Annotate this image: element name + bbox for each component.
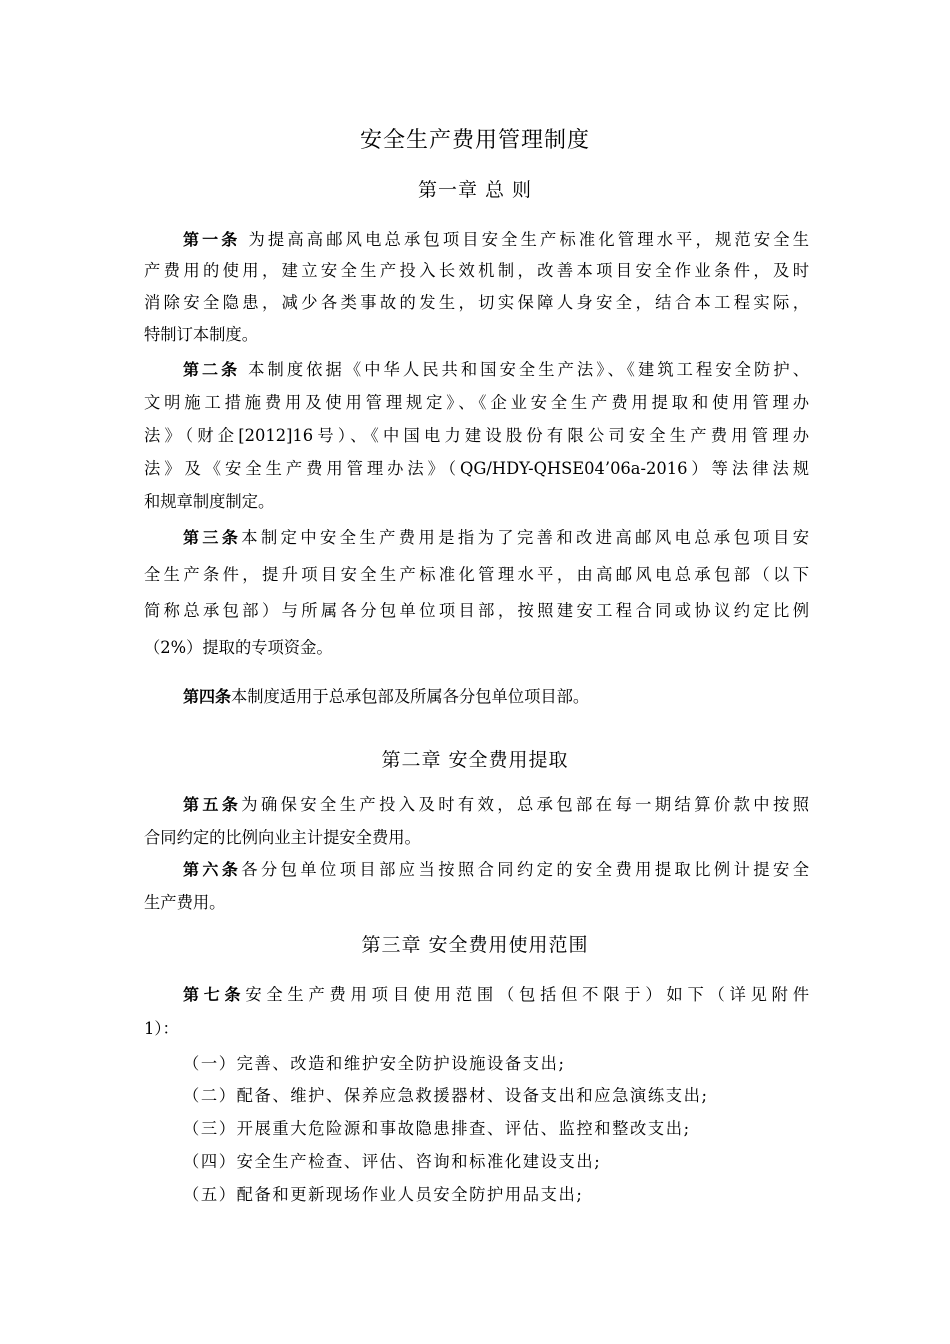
article-4-label: 第四条 bbox=[183, 687, 232, 706]
article-5-line-2: 合同约定的比例向业主计提安全费用。 bbox=[144, 828, 421, 847]
article-6-label: 第六条 bbox=[183, 860, 242, 879]
article-2-label: 第二条 bbox=[183, 360, 241, 379]
article-3-line-2: 全生产条件，提升项目安全生产标准化管理水平，由高邮风电总承包部（以下 bbox=[144, 565, 809, 584]
article-2-line-5: 和规章制度制定。 bbox=[144, 492, 275, 511]
list-item: （四）安全生产检查、评估、咨询和标准化建设支出; bbox=[183, 1152, 602, 1171]
article-1-line-4: 特制订本制度。 bbox=[144, 325, 258, 344]
article-6-line-2: 生产费用。 bbox=[144, 893, 226, 912]
article-2-line-2: 文明施工措施费用及使用管理规定》、《企业安全生产费用提取和使用管理办 bbox=[144, 393, 809, 412]
article-4-line-1: 第四条本制度适用于总承包部及所属各分包单位项目部。 bbox=[183, 687, 590, 706]
list-item: （二）配备、维护、保养应急救援器材、设备支出和应急演练支出; bbox=[183, 1086, 709, 1105]
list-item: （五）配备和更新现场作业人员安全防护用品支出; bbox=[183, 1185, 584, 1204]
article-3-line-4: （2%）提取的专项资金。 bbox=[144, 638, 333, 657]
article-5-label: 第五条 bbox=[183, 795, 242, 814]
document-title: 安全生产费用管理制度 bbox=[359, 128, 590, 153]
article-2-line-4: 法》及《安全生产费用管理办法》（QG/HDY-QHSE04’06a-2016）等法律法规 bbox=[144, 459, 809, 478]
chapter-1-heading: 第一章 总 则 bbox=[417, 179, 533, 201]
article-1-line-2: 产费用的使用，建立安全生产投入长效机制，改善本项目安全作业条件，及时 bbox=[144, 261, 809, 280]
chapter-2-heading: 第二章 安全费用提取 bbox=[381, 749, 569, 771]
article-7-line-2: 1）： bbox=[144, 1019, 179, 1038]
list-item: （一）完善、改造和维护安全防护设施设备支出; bbox=[183, 1054, 566, 1073]
article-6-line-1: 第六条各分包单位项目部应当按照合同约定的安全费用提取比例计提安全 bbox=[183, 860, 809, 879]
article-2-line-3: 法》（财企[2012]16号）、《中国电力建设股份有限公司安全生产费用管理办 bbox=[144, 426, 809, 445]
article-1-label: 第一条 bbox=[183, 230, 241, 249]
article-1-line-3: 消除安全隐患，减少各类事故的发生，切实保障人身安全，结合本工程实际， bbox=[144, 293, 809, 312]
article-3-line-1: 第三条本制定中安全生产费用是指为了完善和改进高邮风电总承包项目安 bbox=[183, 528, 809, 547]
article-3-label: 第三条 bbox=[183, 528, 242, 547]
article-2-line-1: 第二条 本制度依据《中华人民共和国安全生产法》、《建筑工程安全防护、 bbox=[183, 360, 809, 379]
article-3-line-3: 简称总承包部）与所属各分包单位项目部，按照建安工程合同或协议约定比例 bbox=[144, 601, 809, 620]
list-item: （三）开展重大危险源和事故隐患排查、评估、监控和整改支出; bbox=[183, 1119, 691, 1138]
article-7-label: 第七条 bbox=[183, 985, 246, 1004]
article-7-line-1: 第七条安全生产费用项目使用范围（包括但不限于）如下（详见附件 bbox=[183, 985, 809, 1004]
article-5-line-1: 第五条为确保安全生产投入及时有效，总承包部在每一期结算价款中按照 bbox=[183, 795, 809, 814]
article-1-line-1: 第一条 为提高高邮风电总承包项目安全生产标准化管理水平，规范安全生 bbox=[183, 230, 809, 249]
chapter-3-heading: 第三章 安全费用使用范围 bbox=[361, 934, 589, 956]
